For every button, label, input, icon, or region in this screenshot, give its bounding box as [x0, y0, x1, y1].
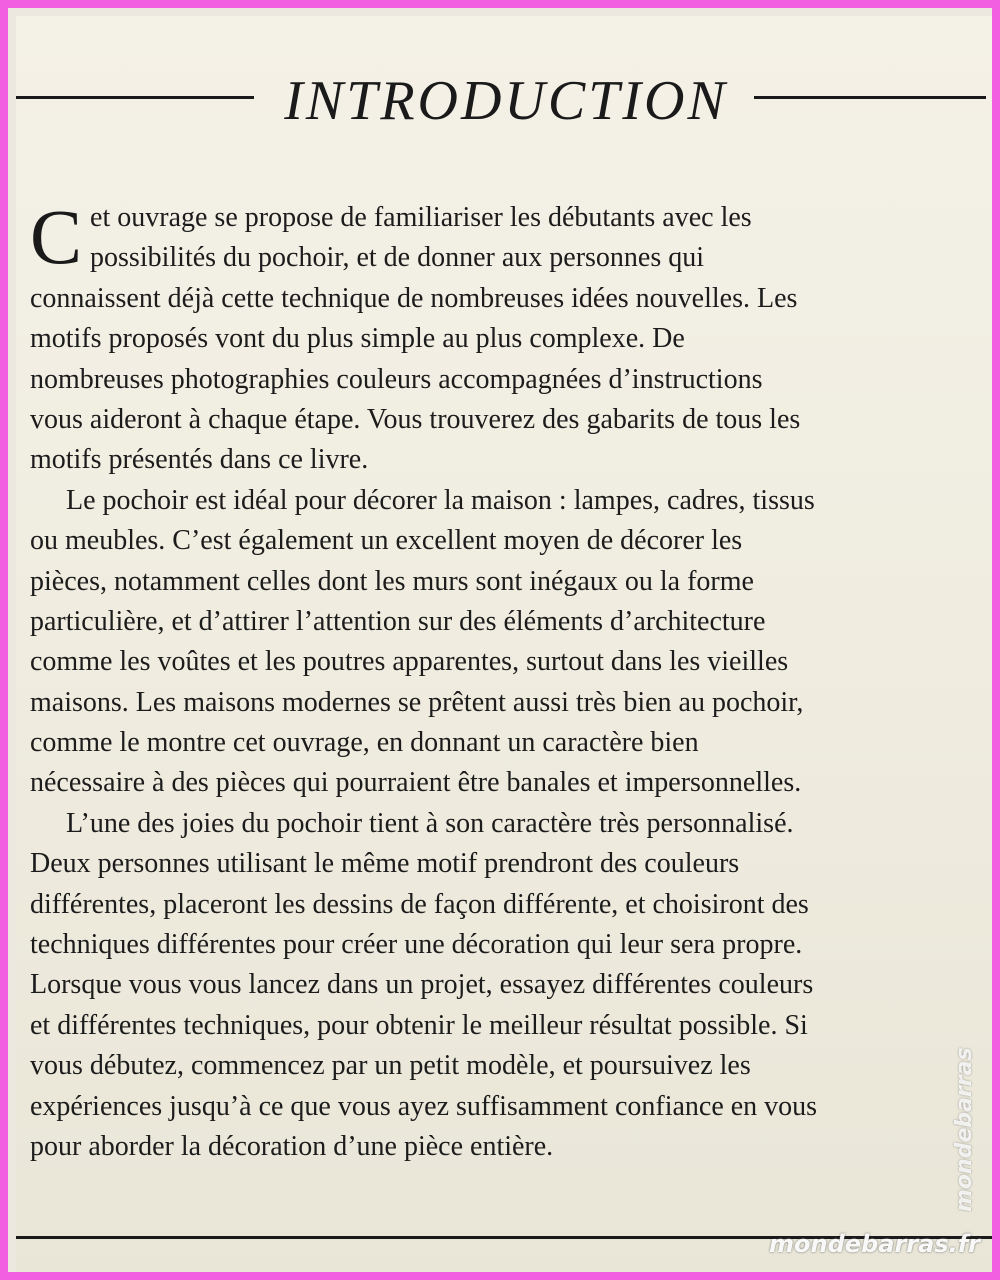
text-line: comme les voûtes et les poutres apparentes, surtout dans les vieilles	[30, 646, 789, 678]
text-line: et ouvrage se propose de familiariser les débutants avec les	[90, 202, 752, 233]
text-line: particulière, et d’attirer l’attention sur des éléments d’architecture	[30, 605, 766, 637]
title-rule-right	[754, 96, 986, 99]
text-line: vous aideront à chaque étape. Vous trouverez des gabarits de tous les	[30, 403, 801, 435]
text-line: pièces, notamment celles dont les murs sont inégaux ou la forme	[30, 565, 754, 597]
text-line: L’une des joies du pochoir tient à son caractère très personnalisé.	[66, 807, 794, 839]
paragraph-3	[30, 804, 988, 1168]
text-line: motifs présentés dans ce livre.	[30, 444, 369, 476]
text-line: expériences jusqu’à ce que vous ayez suffisamment confiance en vous	[30, 1090, 818, 1122]
text-line: différentes, placeront les dessins de façon différente, et choisiront des	[30, 888, 809, 920]
page-title: INTRODUCTION	[284, 70, 728, 132]
text-line: possibilités du pochoir, et de donner aux personnes qui	[90, 242, 705, 274]
text-line: Deux personnes utilisant le même motif prendront des couleurs	[30, 848, 740, 880]
watermark-logo: mondebarras.fr	[769, 1230, 980, 1258]
book-page	[16, 16, 1000, 1280]
paragraph-2	[30, 481, 988, 804]
text-line: Le pochoir est idéal pour décorer la maison : lampes, cadres, tissus	[66, 484, 815, 516]
text-line: Lorsque vous vous lancez dans un projet, essayez différentes couleurs	[30, 969, 814, 1001]
text-line: vous débutez, commencez par un petit modèle, et poursuivez les	[30, 1050, 751, 1082]
text-line: comme le montre cet ouvrage, en donnant un caractère bien	[30, 727, 699, 759]
drop-cap: C	[30, 193, 83, 280]
text-line: et différentes techniques, pour obtenir le meilleur résultat possible. Si	[30, 1009, 808, 1041]
text-line: techniques différentes pour créer une décoration qui leur sera propre.	[30, 929, 803, 961]
paragraph-1	[30, 193, 988, 481]
text-line: nombreuses photographies couleurs accompagnées d’instructions	[30, 363, 763, 395]
title-rule-left	[16, 96, 254, 99]
text-line: pour aborder la décoration d’une pièce entière.	[30, 1130, 554, 1162]
text-line: connaissent déjà cette technique de nombreuses idées nouvelles. Les	[30, 282, 798, 314]
text-line: motifs proposés vont du plus simple au plus complexe. De	[30, 323, 685, 355]
watermark-vertical: mondebarras	[952, 1047, 977, 1212]
body-text	[30, 193, 988, 1167]
text-line: nécessaire à des pièces qui pourraient être banales et impersonnelles.	[30, 767, 802, 799]
text-line: ou meubles. C’est également un excellent moyen de décorer les	[30, 525, 743, 557]
text-line: maisons. Les maisons modernes se prêtent aussi très bien au pochoir,	[30, 686, 804, 718]
